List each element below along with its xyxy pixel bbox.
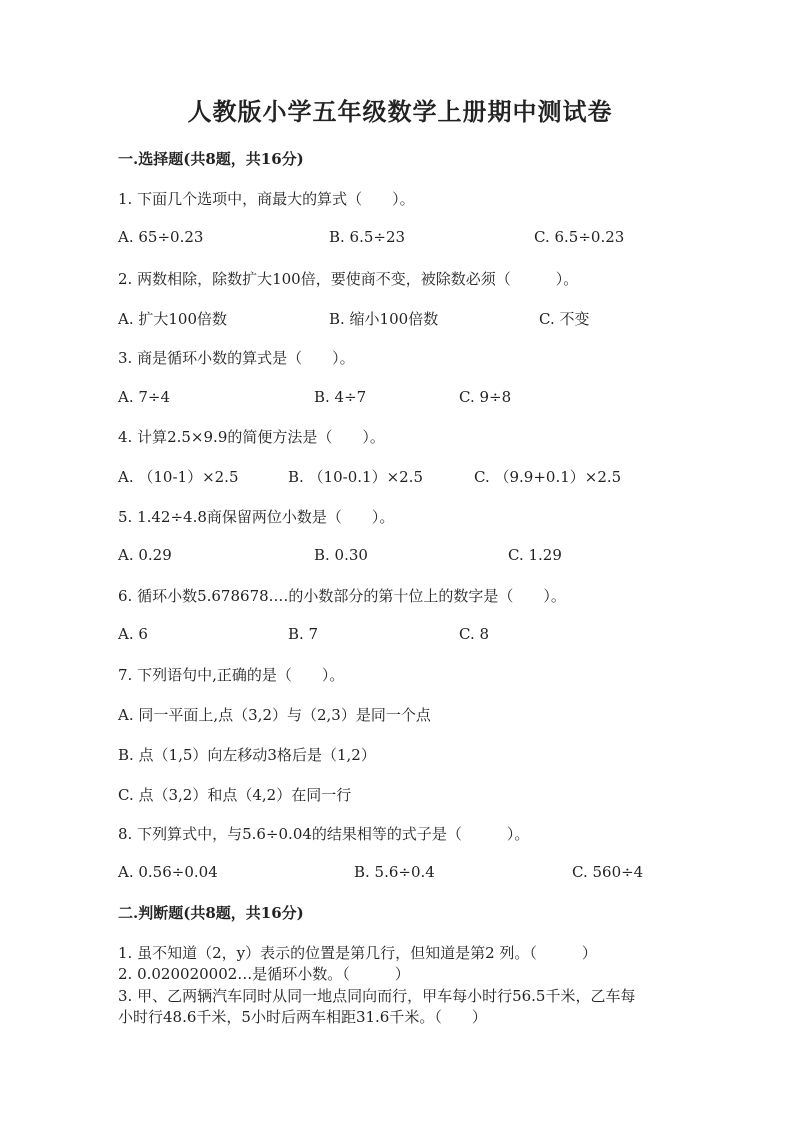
question-5: 5. 1.42÷4.8商保留两位小数是（ ）。 — [118, 508, 395, 526]
option-b: B. 缩小100倍数 — [329, 310, 439, 328]
options-3 — [118, 388, 718, 410]
option-a: A. 扩大100倍数 — [118, 310, 227, 328]
option-b: B. 5.6÷0.4 — [354, 863, 435, 881]
question-4: 4. 计算2.5×9.9的简便方法是（ ）。 — [118, 428, 385, 446]
judgement-2: 2. 0.020020002…是循环小数。（ ） — [118, 965, 410, 983]
option-c: C. 6.5÷0.23 — [534, 228, 625, 246]
option-a: A. 6 — [118, 625, 148, 643]
judgement-3-line-1: 3. 甲、乙两辆汽车同时从同一地点同向而行，甲车每小时行56.5千米，乙车每 — [118, 987, 636, 1005]
option-b: B. 6.5÷23 — [329, 228, 406, 246]
option-b: B. 点（1,5）向左移动3格后是（1,2） — [118, 746, 376, 764]
option-c: C. 560÷4 — [572, 863, 644, 881]
question-2: 2. 两数相除，除数扩大100倍，要使商不变，被除数必须（ ）。 — [118, 270, 579, 288]
question-6: 6. 循环小数5.678678.…的小数部分的第十位上的数字是（ ）。 — [118, 587, 566, 605]
question-8: 8. 下列算式中，与5.6÷0.04的结果相等的式子是（ ）。 — [118, 825, 530, 843]
options-8 — [118, 863, 718, 885]
option-a: A. 7÷4 — [118, 388, 171, 406]
option-c: C. 点（3,2）和点（4,2）在同一行 — [118, 786, 352, 804]
option-c: C. 8 — [459, 625, 490, 643]
options-1 — [118, 228, 718, 250]
question-7: 7. 下列语句中,正确的是（ ）。 — [118, 666, 345, 684]
option-c: C. （9.9+0.1）×2.5 — [474, 468, 622, 486]
option-a: A. 0.29 — [118, 546, 172, 564]
option-b: B. （10-0.1）×2.5 — [288, 468, 423, 486]
question-3: 3. 商是循环小数的算式是（ ）。 — [118, 349, 355, 367]
section-heading-choice: 一.选择题(共8题，共16分) — [118, 150, 304, 168]
option-c: C. 不变 — [539, 310, 590, 328]
judgement-3-line-2: 小时行48.6千米，5小时后两车相距31.6千米。（ ） — [118, 1008, 487, 1026]
option-b: B. 0.30 — [314, 546, 368, 564]
option-a: A. 0.56÷0.04 — [118, 863, 218, 881]
options-6 — [118, 625, 718, 647]
option-a: A. 65÷0.23 — [118, 228, 204, 246]
question-1: 1. 下面几个选项中，商最大的算式（ ）。 — [118, 190, 415, 208]
option-c: C. 1.29 — [508, 546, 562, 564]
option-a: A. 同一平面上,点（3,2）与（2,3）是同一个点 — [118, 706, 431, 724]
judgement-1: 1. 虽不知道（2，y）表示的位置是第几行，但知道是第2 列。（ ） — [118, 944, 597, 962]
options-2 — [118, 308, 718, 330]
options-5 — [118, 546, 718, 568]
option-b: B. 7 — [288, 625, 319, 643]
page-title: 人教版小学五年级数学上册期中测试卷 — [187, 97, 613, 126]
options-4 — [118, 466, 718, 488]
option-c: C. 9÷8 — [459, 388, 512, 406]
option-b: B. 4÷7 — [314, 388, 367, 406]
section-heading-judgement: 二.判断题(共8题，共16分) — [118, 904, 304, 922]
option-a: A. （10-1）×2.5 — [118, 468, 239, 486]
